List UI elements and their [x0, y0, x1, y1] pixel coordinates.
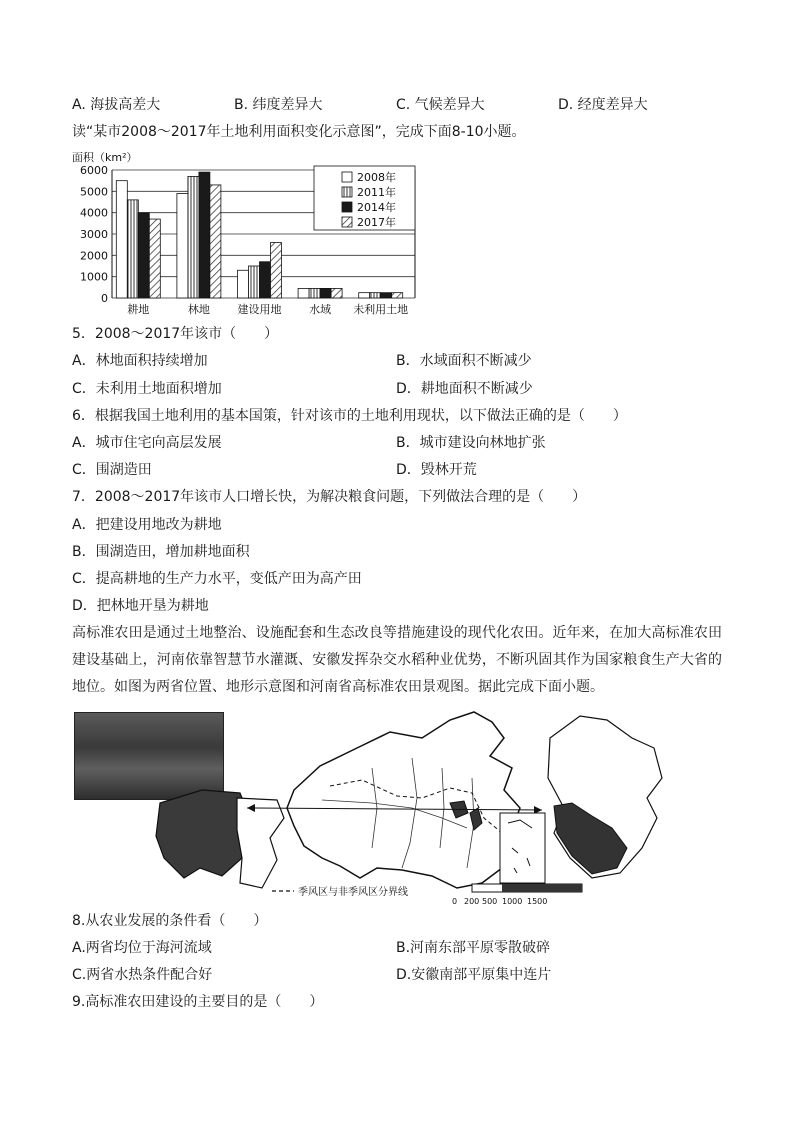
q7-option-a: A．把建设用地改为耕地 [72, 517, 222, 533]
y-tick-label: 5000 [80, 185, 108, 199]
x-tick-label: 耕地 [127, 303, 150, 316]
bar [320, 288, 331, 298]
q7-option-b: B．围湖造田，增加耕地面积 [72, 544, 250, 560]
bar [359, 293, 370, 298]
bar [188, 176, 199, 298]
bar [381, 293, 392, 298]
q8-stem: 8.从农业发展的条件看（ ） [72, 913, 268, 929]
q8-option-d: D.安徽南部平原集中连片 [396, 967, 552, 983]
bar [116, 181, 127, 298]
legend-swatch [342, 187, 352, 197]
passage-high-standard-farmland: 高标准农田是通过土地整治、设施配套和生态改良等措施建设的现代化农田。近年来，在加大高标准农田建设基础上，河南依靠智慧节水灌溉、安徽发挥杂交水稻种业优势，不断巩固其作为国家粮食生产大省的地位。如图为两省位置、地形示意图和河南省高标准农田景观图。据此完成下面小题。 [72, 625, 722, 695]
legend-swatch [342, 202, 352, 212]
q6-option-a: A．城市住宅向高层发展 [72, 435, 222, 451]
q7-option-d: D．把林地开垦为耕地 [72, 598, 209, 614]
bar [210, 185, 221, 298]
china-map [72, 708, 672, 908]
bar [199, 172, 210, 298]
q9-stem: 9.高标准农田建设的主要目的是（ ） [72, 994, 324, 1010]
q4-option-c: C. 气候差异大 [396, 97, 485, 113]
legend-entry: 2017年 [357, 216, 396, 229]
q6-option-d: D．毁林开荒 [396, 462, 477, 478]
bar [271, 243, 282, 298]
q8-option-b: B.河南东部平原零散破碎 [396, 940, 551, 956]
y-tick-label: 6000 [80, 164, 108, 177]
x-tick-label: 未利用土地 [353, 303, 409, 316]
y-axis-label: 面积（km²） [72, 151, 138, 164]
q4-option-b: B. 纬度差异大 [234, 97, 323, 113]
elevation-scale-fill [502, 884, 582, 892]
q8-option-c: C.两省水热条件配合好 [72, 967, 213, 983]
q4-option-d: D. 经度差异大 [558, 97, 648, 113]
bar [149, 219, 160, 298]
south-china-sea-inset [500, 813, 545, 883]
bar [177, 193, 188, 298]
q5-stem: 5．2008～2017年该市（ ） [72, 326, 279, 342]
y-tick-label: 3000 [80, 228, 108, 241]
bar [238, 270, 249, 298]
q5-option-a: A．林地面积持续增加 [72, 353, 208, 369]
bar [370, 293, 381, 298]
legend-entry: 2008年 [357, 171, 396, 184]
legend-boundary-label: 季风区与非季风区分界线 [298, 887, 408, 898]
bar [309, 288, 320, 298]
q6-option-c: C．围湖造田 [72, 462, 152, 478]
bar [260, 262, 271, 298]
q7-stem: 7．2008～2017年该市人口增长快，为解决粮食问题，下列做法合理的是（ ） [72, 489, 587, 505]
y-tick-label: 0 [101, 292, 108, 305]
scale-tick-200: 200 [464, 897, 480, 906]
q5-option-c: C．未利用土地面积增加 [72, 381, 222, 397]
bar [331, 288, 342, 298]
bar [298, 288, 309, 298]
bar [392, 293, 403, 298]
intro-questions-8-10: 读“某市2008～2017年土地利用面积变化示意图”，完成下面8-10小题。 [72, 124, 526, 140]
bar [249, 266, 260, 298]
y-tick-label: 4000 [80, 206, 108, 220]
q5-option-d: D．耕地面积不断减少 [396, 381, 533, 397]
q6-option-b: B．城市建设向林地扩张 [396, 435, 546, 451]
y-tick-label: 2000 [80, 249, 108, 263]
henan-inset-map [156, 790, 247, 878]
legend-swatch [342, 217, 352, 227]
legend-entry: 2014年 [357, 201, 396, 214]
q8-option-a: A.两省均位于海河流域 [72, 940, 212, 956]
scale-tick-1000: 1000 [502, 897, 523, 906]
bar [138, 213, 149, 298]
land-use-bar-chart [70, 150, 430, 318]
q5-option-b: B．水域面积不断减少 [396, 353, 532, 369]
x-tick-label: 建设用地 [237, 303, 282, 316]
bar [127, 200, 138, 298]
scale-tick-0: 0 [452, 897, 458, 906]
province-map-figure [72, 708, 672, 908]
henan-inset-outline [237, 798, 284, 888]
scale-tick-1500: 1500 [527, 897, 548, 906]
x-tick-label: 水域 [309, 303, 332, 316]
q6-stem: 6．根据我国土地利用的基本国策，针对该市的土地利用现状，以下做法正确的是（ ） [72, 408, 627, 424]
q4-option-a: A. 海拔高差大 [72, 97, 161, 113]
q7-option-c: C．提高耕地的生产力水平，变低产田为高产田 [72, 571, 362, 587]
x-tick-label: 林地 [187, 303, 210, 316]
legend-entry: 2011年 [357, 186, 396, 199]
scale-tick-500: 500 [482, 897, 498, 906]
y-tick-label: 1000 [80, 270, 108, 284]
legend-swatch [342, 172, 352, 182]
